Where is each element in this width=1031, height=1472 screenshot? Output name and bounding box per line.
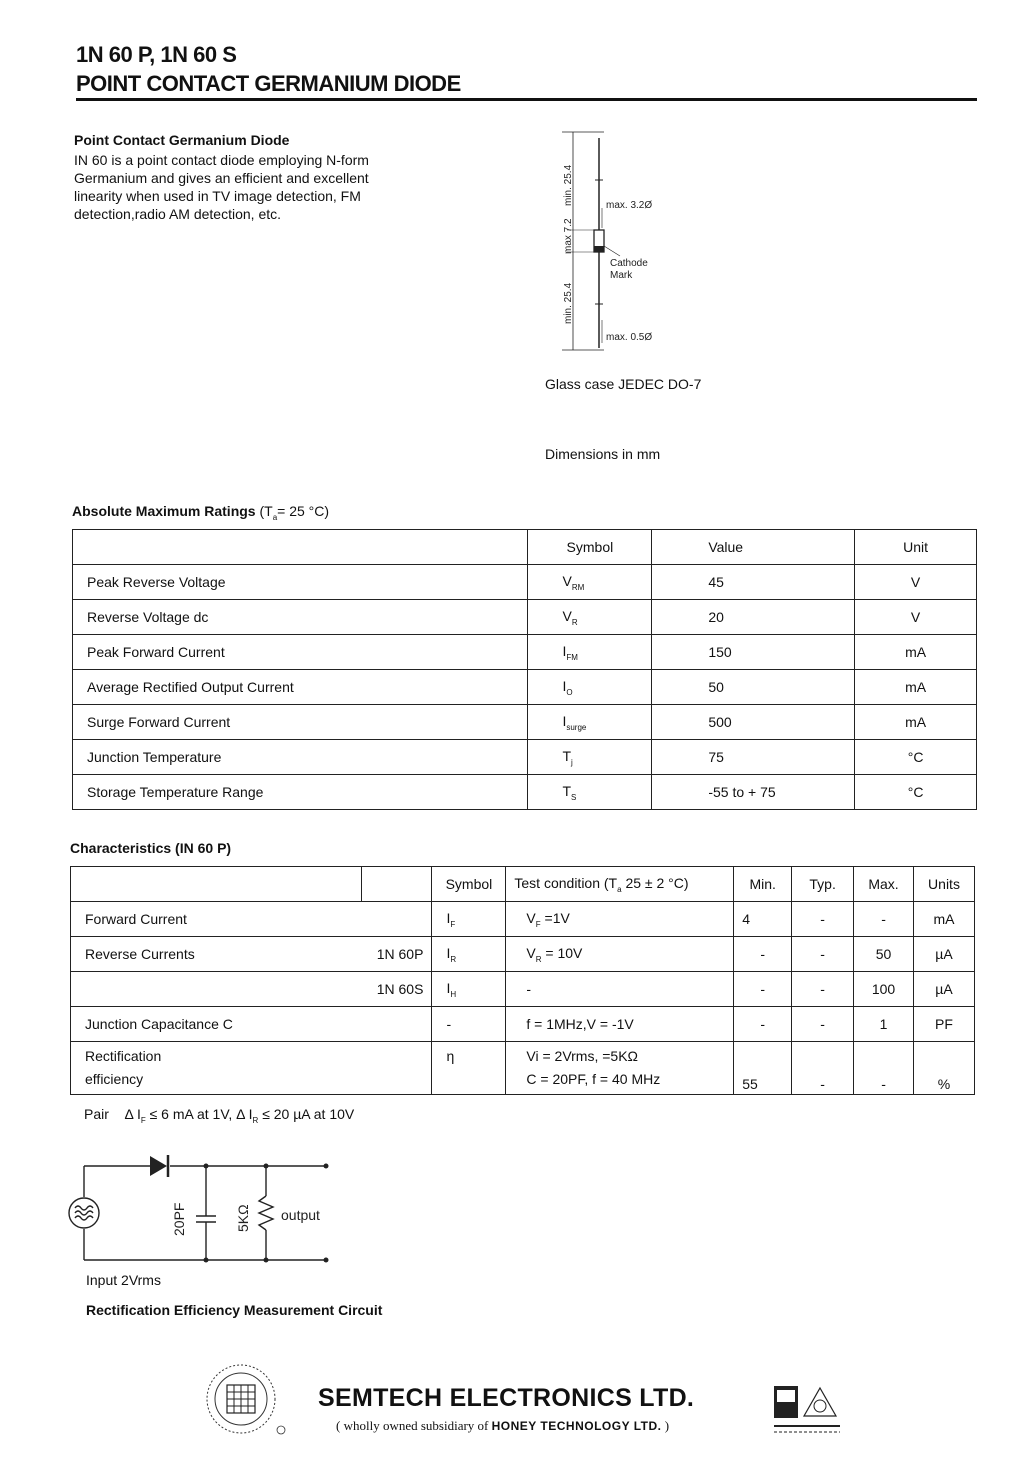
col-typ: Typ. xyxy=(792,867,854,902)
col-symbol: Symbol xyxy=(528,530,652,565)
dim-body-diameter: max. 3.2Ø xyxy=(606,200,653,211)
document-title-parts: 1N 60 P, 1N 60 S xyxy=(76,42,237,67)
col-value: Value xyxy=(652,530,855,565)
intro-text xyxy=(74,151,454,223)
intro-line: IN 60 is a point contact diode employing N-form xyxy=(74,152,369,168)
table-row: Rectification efficiency η Vi = 2Vrms, =5KΩ C = 20PF, f = 40 MHz 55 - - % xyxy=(71,1042,975,1095)
resistor-label: 5KΩ xyxy=(235,1204,251,1232)
col-symbol: Symbol xyxy=(432,867,506,902)
dim-lead-diameter: max. 0.5Ø xyxy=(606,332,653,343)
table-header-row xyxy=(73,530,977,565)
measurement-circuit-schematic xyxy=(66,1150,366,1275)
characteristics-title: Characteristics (IN 60 P) xyxy=(70,840,232,856)
ratings-condition: ($T_a= 25$ °C) xyxy=(259,503,330,522)
col-unit: Unit xyxy=(855,530,977,565)
intro-heading: Point Contact Germanium Diode xyxy=(74,132,290,148)
col-units: Units xyxy=(914,867,975,902)
ratings-title-text: Absolute Maximum Ratings xyxy=(72,503,256,519)
certification-marks xyxy=(772,1384,842,1446)
dimension-unit-note: Dimensions in mm xyxy=(545,446,661,462)
title-rule xyxy=(76,98,977,101)
col-max: Max. xyxy=(854,867,914,902)
table-row: Surge Forward Current $I_{surge}$ 500 mA xyxy=(73,705,977,740)
characteristics-table xyxy=(70,866,975,1095)
package-outline-drawing xyxy=(540,128,680,356)
cathode-mark-label-2: Mark xyxy=(610,270,633,281)
ratings-table xyxy=(72,529,977,810)
output-label: output xyxy=(281,1207,320,1223)
table-row: Junction Capacitance C - f = 1MHz,V = -1V - - 1 PF xyxy=(71,1007,975,1042)
table-row: Peak Forward Current $I_{FM}$ 150 mA xyxy=(73,635,977,670)
capacitor-label: 20PF xyxy=(171,1202,187,1236)
semtech-logo xyxy=(203,1364,293,1444)
circuit-input-label: Input 2Vrms xyxy=(86,1272,161,1288)
dim-bottom-label: min. 25.4 xyxy=(563,282,574,324)
table-row: 1N 60S $I_H$ - - - 100 µA xyxy=(71,972,975,1007)
col-min: Min. xyxy=(734,867,792,902)
table-row: Peak Reverse Voltage $V_{RM}$ 45 V xyxy=(73,565,977,600)
subsidiary-note: ( wholly owned subsidiary of HONEY TECHNOLOGY LTD. ) xyxy=(336,1418,670,1433)
table-row: Junction Temperature $T_j$ 75 °C xyxy=(73,740,977,775)
table-row: Storage Temperature Range $T_S$ -55 to + 75 °C xyxy=(73,775,977,810)
table-header-row xyxy=(71,867,975,902)
dim-top-label: min. 25.4 xyxy=(563,164,574,206)
table-row: Reverse Currents 1N 60P $I_R$ $V_R = 10V$ - - 50 µA xyxy=(71,937,975,972)
ratings-title xyxy=(72,503,329,522)
table-row: Average Rectified Output Current $I_O$ 50 mA xyxy=(73,670,977,705)
document-title: POINT CONTACT GERMANIUM DIODE xyxy=(76,71,461,96)
circuit-caption: Rectification Efficiency Measurement Circuit xyxy=(86,1302,383,1318)
package-case: Glass case JEDEC DO-7 xyxy=(545,376,702,392)
table-row: Forward Current $I_F$ $V_F =1V$ 4 - - mA xyxy=(71,902,975,937)
intro-line: detection,radio AM detection, etc. xyxy=(74,206,282,222)
col-test-condition: Test condition ($T_a$ 25 ± 2 °C) xyxy=(506,867,734,902)
company-name: SEMTECH ELECTRONICS LTD. xyxy=(318,1384,695,1412)
intro-line: linearity when used in TV image detection, FM xyxy=(74,188,361,204)
dim-body-label: max 7.2 xyxy=(563,218,574,254)
intro-line: Germanium and gives an efficient and excellent xyxy=(74,170,369,186)
cathode-mark-label-1: Cathode xyxy=(610,258,648,269)
table-row: Reverse Voltage dc $V_R$ 20 V xyxy=(73,600,977,635)
pair-matching-note: Pair Δ $I_F \le 6$ mA at 1V, Δ $I_R \le 20$ µA at 10V xyxy=(84,1106,355,1125)
